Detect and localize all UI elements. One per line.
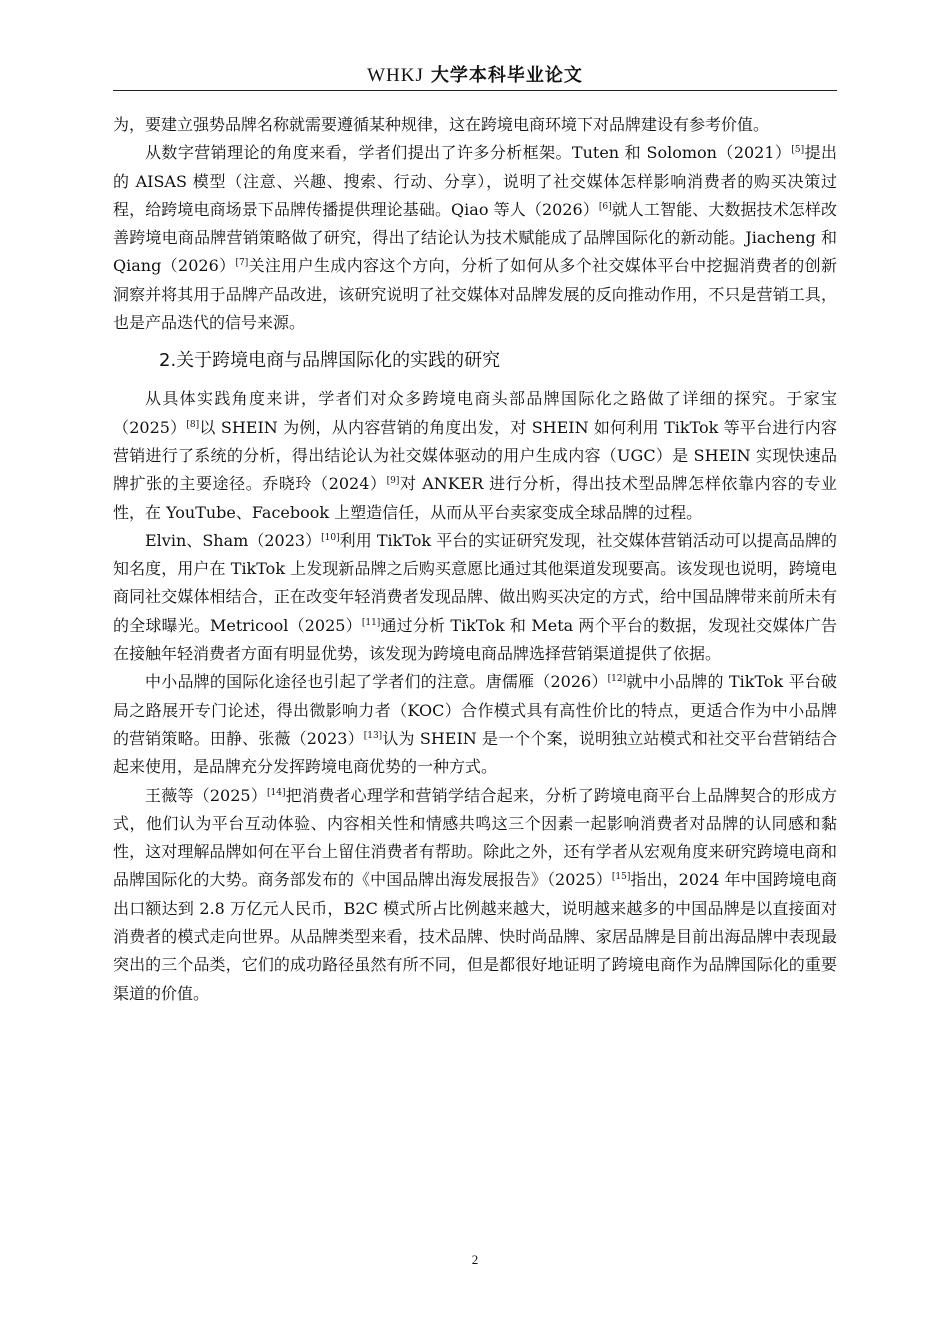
citation-ref-12: [12]	[607, 674, 627, 685]
citation-ref-6: [6]	[598, 201, 612, 212]
citation-ref-5: [5]	[791, 145, 805, 156]
paragraph-practice	[113, 385, 837, 526]
paragraph-text: 从具体实践角度来讲，学者们对众多跨境电商头部品牌国际化之路做了详细的探究。于家宝（2025）	[113, 389, 837, 437]
paragraph-digital-marketing	[113, 139, 837, 337]
paragraph-text: 把消费者心理学和营销学结合起来，分析了跨境电商平台上品牌契合的形成方式，他们认为平台互动体验、内容相关性和情感共鸣这三个因素一起影响消费者对品牌的认同感和黏性，这对理解品牌如何在平台上留住消费者有帮助。除此之外，还有学者从宏观角度来研究跨境电商和品牌国际化的大势。商务部发布的《中国品牌出海发展报告》（2025）	[113, 785, 837, 890]
section-heading: 2.关于跨境电商与品牌国际化的实践的研究	[159, 350, 501, 372]
citation-ref-7: [7]	[235, 258, 249, 269]
citation-ref-11: [11]	[361, 617, 381, 628]
paragraph-text: 对 ANKER 进行分析，得出技术型品牌怎样依靠内容的专业性，在 YouTube、Facebook 上塑造信任，从而从平台卖家变成全球品牌的过程。	[113, 474, 837, 522]
running-header	[113, 62, 837, 89]
paragraph-text: 就中小品牌的 TikTok 平台破局之路展开专门论述，得出微影响力者（KOC）合作模式具有高性价比的特点，更适合作为中小品牌的营销策略。田静、张薇（2023）	[113, 672, 837, 748]
paragraph-text: 关注用户生成内容这个方向，分析了如何从多个社交媒体平台中挖掘消费者的创新洞察并将其用于品牌产品改进，该研究说明了社交媒体对品牌发展的反向推动作用，不只是营销工具，也是产品迭代的信号来源。	[113, 256, 837, 333]
paragraph-text: 通过分析 TikTok 和 Meta 两个平台的数据，发现社交媒体广告在接触年轻消费者方面有明显优势，该发现为跨境电商品牌选择营销渠道提供了依据。	[113, 615, 837, 664]
header-divider	[113, 90, 837, 91]
body-text	[113, 111, 837, 1008]
paragraph-text: 认为 SHEIN 是一个个案，说明独立站模式和社交平台营销结合起来使用，是品牌充分发挥跨境电商优势的一种方式。	[113, 728, 837, 777]
paragraph-text: 王薇等（2025）	[145, 785, 268, 805]
paragraph-text: 以 SHEIN 为例，从内容营销的角度出发，对 SHEIN 如何利用 TikTok 等平台进行内容营销进行了系统的分析，得出结论认为社交媒体驱动的用户生成内容（UGC）是 SHEIN 实现快速品牌扩张的主要途径。乔晓玲（2024）	[113, 417, 837, 494]
paragraph-text: 从数字营销理论的角度来看，学者们提出了许多分析框架。Tuten 和 Solomon（2021）	[145, 143, 792, 163]
header-title: 大学本科毕业论文	[430, 65, 583, 86]
paragraph-text: 为，要建立强势品牌名称就需要遵循某种规律，这在跨境电商环境下对品牌建设有参考价值。	[113, 115, 770, 134]
page-number: 2	[471, 1252, 479, 1267]
paragraph-sme-brands	[113, 668, 837, 781]
paragraph-tiktok-study	[113, 527, 837, 668]
citation-ref-14: [14]	[267, 787, 286, 798]
paragraph-text: 就人工智能、大数据技术怎样改善跨境电商品牌营销策略做了研究，得出了结论认为技术赋能成了品牌国际化的新动能。Jiacheng 和 Qiang（2026）	[113, 199, 837, 276]
paragraph-text: 利用 TikTok 平台的实证研究发现，社交媒体营销活动可以提高品牌的知名度，用户在 TikTok 上发现新品牌之后购买意愿比通过其他渠道发现要高。该发现也说明，跨境电商同社交媒体相结合，正在改变年轻消费者发现品牌、做出购买决定的方式，给中国品牌带来前所未有的全球曝光。Metricool（2025）	[113, 530, 837, 635]
citation-ref-13: [13]	[363, 730, 383, 741]
citation-ref-15: [15]	[611, 872, 631, 883]
paragraph-brand-engagement	[113, 782, 837, 1008]
paragraph-text: 指出，2024 年中国跨境电商出口额达到 2.8 万亿元人民币，B2C 模式所占比例越来越大，说明越来越多的中国品牌是以直接面对消费者的模式走向世界。从品牌类型来看，技术品牌、快时尚品牌、家居品牌是目前出海品牌中表现最突出的三个品类，它们的成功路径虽然有所不同，但是都很好地证明了跨境电商作为品牌国际化的重要渠道的价值。	[113, 870, 837, 1003]
paragraph-text: 中小品牌的国际化途径也引起了学者们的注意。唐儒雁（2026）	[145, 672, 608, 692]
citation-ref-10: [10]	[321, 532, 340, 543]
paragraph-continuation	[113, 111, 837, 139]
header-code: WHKJ	[367, 65, 424, 86]
citation-ref-9: [9]	[386, 476, 400, 487]
paragraph-text: Elvin、Sham（2023）	[145, 530, 322, 550]
paragraph-text: 提出的 AISAS 模型（注意、兴趣、搜索、行动、分享），说明了社交媒体怎样影响消费者的购买决策过程，给跨境电商场景下品牌传播提供理论基础。Qiao 等人（2026）	[113, 143, 837, 219]
citation-ref-8: [8]	[186, 419, 200, 430]
